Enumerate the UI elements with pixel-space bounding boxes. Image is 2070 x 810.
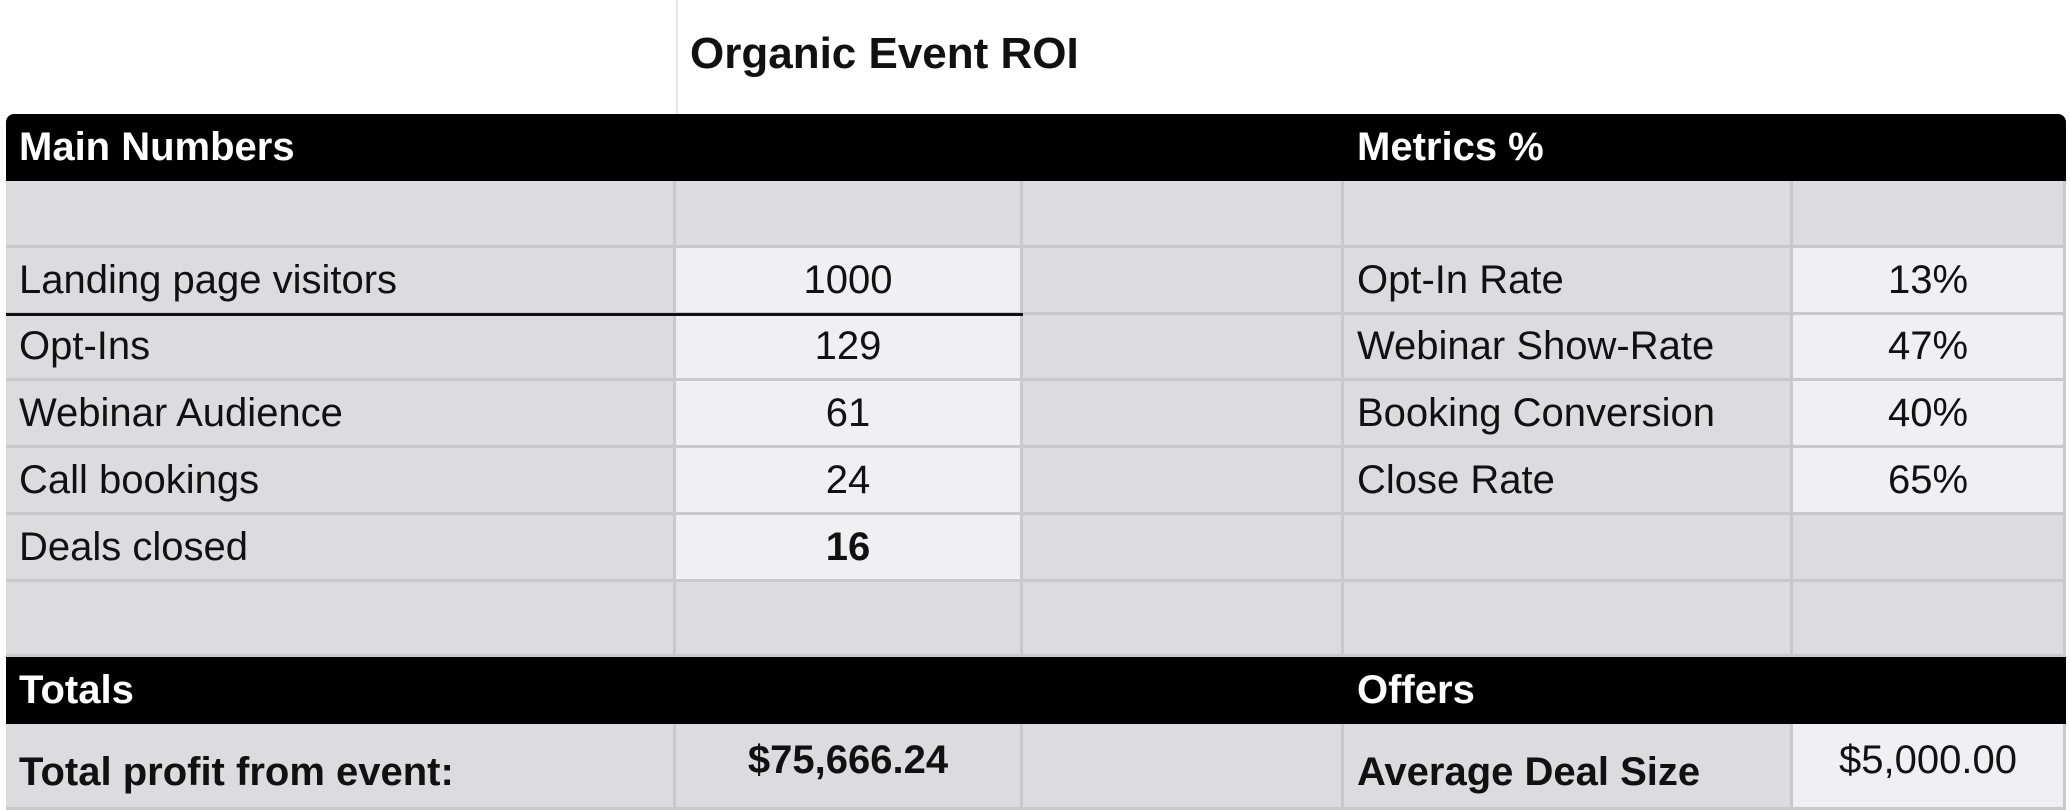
- cell-empty[interactable]: [1793, 181, 2066, 248]
- cell-empty[interactable]: [1023, 724, 1344, 810]
- cell-empty[interactable]: [1793, 515, 2066, 582]
- cell-value-deals-closed[interactable]: 16: [676, 515, 1023, 582]
- section-header-metrics: Metrics %: [1344, 114, 2066, 181]
- cell-value-booking-conversion[interactable]: 40%: [1793, 381, 2066, 448]
- cell-label-booking-conversion[interactable]: Booking Conversion: [1344, 381, 1793, 448]
- cell-label-total-profit[interactable]: Total profit from event:: [6, 724, 676, 810]
- cell-empty[interactable]: [1023, 381, 1344, 448]
- cell-empty[interactable]: [1344, 181, 1793, 248]
- cell-label-average-deal-size[interactable]: Average Deal Size: [1344, 724, 1793, 810]
- section-header-main-numbers: Main Numbers: [6, 114, 1344, 181]
- sheet-title: Organic Event ROI: [690, 29, 1079, 78]
- cell-value-total-profit[interactable]: $75,666.24: [676, 724, 1023, 810]
- cell-empty[interactable]: [676, 582, 1023, 657]
- section-header-totals: Totals: [6, 657, 1344, 724]
- cell-value-close-rate[interactable]: 65%: [1793, 448, 2066, 515]
- cell-empty[interactable]: [1023, 582, 1344, 657]
- cell-value-opt-ins[interactable]: 129: [676, 315, 1023, 381]
- spreadsheet-grid: [6, 114, 2066, 810]
- cell-label-webinar-audience[interactable]: Webinar Audience: [6, 381, 676, 448]
- cell-empty[interactable]: [1793, 582, 2066, 657]
- row-underline: [6, 313, 1023, 316]
- cell-value-landing-page-visitors[interactable]: 1000: [676, 248, 1023, 315]
- cell-label-landing-page-visitors[interactable]: Landing page visitors: [6, 248, 676, 315]
- cell-value-webinar-audience[interactable]: 61: [676, 381, 1023, 448]
- cell-empty[interactable]: [1344, 582, 1793, 657]
- cell-label-webinar-show-rate[interactable]: Webinar Show-Rate: [1344, 315, 1793, 381]
- cell-value-call-bookings[interactable]: 24: [676, 448, 1023, 515]
- cell-label-deals-closed[interactable]: Deals closed: [6, 515, 676, 582]
- cell-empty[interactable]: [1023, 515, 1344, 582]
- cell-empty[interactable]: [1344, 515, 1793, 582]
- cell-empty[interactable]: [1023, 448, 1344, 515]
- cell-empty[interactable]: [6, 582, 676, 657]
- cell-label-opt-ins[interactable]: Opt-Ins: [6, 315, 676, 381]
- cell-empty[interactable]: [1023, 181, 1344, 248]
- cell-value-webinar-show-rate[interactable]: 47%: [1793, 315, 2066, 381]
- cell-label-call-bookings[interactable]: Call bookings: [6, 448, 676, 515]
- cell-label-opt-in-rate[interactable]: Opt-In Rate: [1344, 248, 1793, 315]
- cell-label-close-rate[interactable]: Close Rate: [1344, 448, 1793, 515]
- cell-value-opt-in-rate[interactable]: 13%: [1793, 248, 2066, 315]
- cell-empty[interactable]: [676, 181, 1023, 248]
- cell-empty[interactable]: [1023, 248, 1344, 315]
- cell-value-average-deal-size[interactable]: $5,000.00: [1793, 724, 2066, 810]
- cell-empty[interactable]: [1023, 315, 1344, 381]
- cell-empty[interactable]: [6, 181, 676, 248]
- section-header-offers: Offers: [1344, 657, 2066, 724]
- column-divider: [676, 0, 678, 114]
